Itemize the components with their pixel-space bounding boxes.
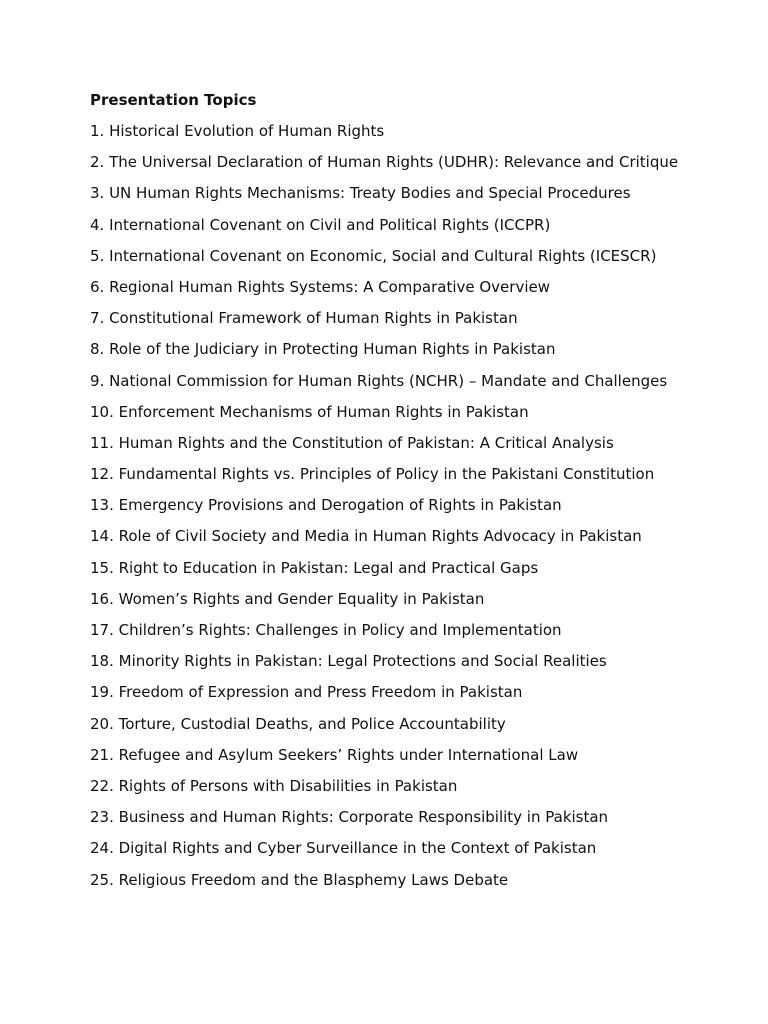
document-title: Presentation Topics [90, 91, 257, 109]
list-item: 20. Torture, Custodial Deaths, and Police Accountability [90, 714, 506, 733]
document-page [90, 90, 690, 901]
list-item: 5. International Covenant on Economic, Social and Cultural Rights (ICESCR) [90, 246, 657, 265]
list-item: 10. Enforcement Mechanisms of Human Rights in Pakistan [90, 402, 529, 421]
list-item: 16. Women’s Rights and Gender Equality in Pakistan [90, 589, 485, 608]
list-item: 6. Regional Human Rights Systems: A Comparative Overview [90, 277, 550, 296]
list-item: 11. Human Rights and the Constitution of Pakistan: A Critical Analysis [90, 433, 614, 452]
list-item: 9. National Commission for Human Rights (NCHR) – Mandate and Challenges [90, 371, 668, 390]
list-item: 22. Rights of Persons with Disabilities in Pakistan [90, 776, 458, 795]
list-item: 25. Religious Freedom and the Blasphemy Laws Debate [90, 870, 509, 889]
topic-list [90, 121, 690, 891]
list-item: 14. Role of Civil Society and Media in Human Rights Advocacy in Pakistan [90, 527, 642, 546]
list-item: 17. Children’s Rights: Challenges in Policy and Implementation [90, 621, 562, 639]
list-item: 4. International Covenant on Civil and Political Rights (ICCPR) [90, 215, 551, 234]
list-item: 23. Business and Human Rights: Corporate Responsibility in Pakistan [90, 808, 609, 827]
list-item: 19. Freedom of Expression and Press Freedom in Pakistan [90, 683, 523, 702]
list-item: 7. Constitutional Framework of Human Rights in Pakistan [90, 309, 518, 328]
list-item: 21. Refugee and Asylum Seekers’ Rights under International Law [90, 745, 579, 764]
list-item: 15. Right to Education in Pakistan: Legal and Practical Gaps [90, 558, 539, 577]
list-item: 2. The Universal Declaration of Human Rights (UDHR): Relevance and Critique [90, 153, 679, 172]
list-item: 18. Minority Rights in Pakistan: Legal Protections and Social Realities [90, 652, 607, 671]
list-item: 1. Historical Evolution of Human Rights [90, 122, 385, 140]
list-item: 12. Fundamental Rights vs. Principles of Policy in the Pakistani Constitution [90, 465, 655, 484]
list-item: 24. Digital Rights and Cyber Surveillance in the Context of Pakistan [90, 839, 597, 858]
list-item: 13. Emergency Provisions and Derogation of Rights in Pakistan [90, 496, 562, 515]
list-item: 8. Role of the Judiciary in Protecting Human Rights in Pakistan [90, 340, 556, 359]
list-item: 3. UN Human Rights Mechanisms: Treaty Bodies and Special Procedures [90, 184, 631, 203]
